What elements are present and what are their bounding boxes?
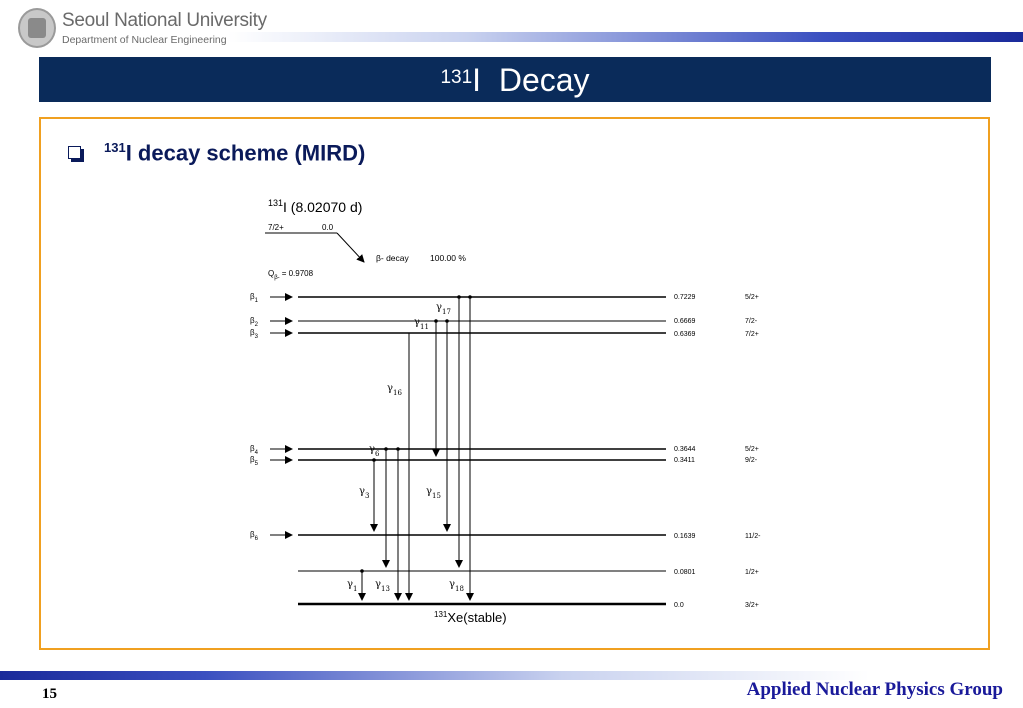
beta-label	[250, 530, 259, 542]
parent-energy: 0.0	[322, 223, 334, 232]
parent-name-halflife: I (8.02070 d)	[283, 199, 363, 215]
beta-label	[250, 292, 259, 304]
q-value-label	[268, 269, 314, 281]
transition-dot	[457, 295, 461, 299]
subtitle-mass-number: 131	[104, 140, 126, 155]
parent-nucleus-label	[268, 198, 362, 215]
page-number: 15	[42, 686, 57, 702]
level-labels	[674, 294, 761, 609]
parent-spin: 7/2+	[268, 223, 284, 232]
gamma-index: 6	[374, 450, 380, 458]
level-spin: 1/2+	[745, 569, 759, 576]
gamma-symbol: γ	[436, 302, 442, 313]
transition-dot	[372, 458, 376, 462]
beta-label	[250, 316, 259, 328]
beta-symbol: β	[250, 455, 255, 464]
beta-index: 4	[254, 450, 258, 456]
gamma-symbol: γ	[414, 317, 420, 328]
gamma-label	[426, 486, 441, 500]
gamma-symbol: γ	[426, 486, 432, 497]
level-spin: 9/2-	[745, 457, 758, 464]
level-energy: 0.7229	[674, 294, 696, 301]
logo-university-name: Seoul National University	[62, 10, 267, 31]
level-energy: 0.1639	[674, 533, 696, 540]
level-energy: 0.0801	[674, 569, 696, 576]
beta-label	[250, 455, 259, 467]
daughter-name: Xe(stable)	[447, 610, 507, 625]
beta-symbol: β	[250, 292, 255, 301]
gamma-symbol: γ	[347, 579, 353, 590]
gamma-index: 1	[352, 585, 358, 593]
gamma-label	[347, 579, 357, 593]
footer-group-name: Applied Nuclear Physics Group	[746, 679, 1003, 700]
level-spin: 5/2+	[745, 446, 759, 453]
level-spin: 7/2-	[745, 318, 758, 325]
gamma-symbol: γ	[359, 486, 365, 497]
beta-decay-arrow	[337, 233, 364, 262]
gamma-label	[449, 579, 464, 593]
level-energy: 0.6669	[674, 318, 696, 325]
gamma-label	[369, 444, 380, 458]
q-value: = 0.9708	[281, 269, 314, 278]
transition-dot	[468, 295, 472, 299]
decay-mode-label: β- decay	[376, 253, 409, 263]
gamma-index: 13	[380, 585, 390, 593]
title-text: I Decay	[472, 62, 590, 98]
parent-mass-number: 131	[268, 198, 284, 208]
gamma-index: 11	[419, 323, 429, 331]
q-symbol: Q	[268, 269, 275, 278]
beta-labels	[250, 292, 259, 542]
gamma-labels	[347, 302, 464, 593]
level-energy: 0.6369	[674, 331, 696, 338]
gamma-symbol: γ	[387, 383, 393, 394]
level-energy: 0.0	[674, 602, 684, 609]
gamma-label	[375, 579, 390, 593]
transition-dot	[384, 447, 388, 451]
beta-symbol: β	[250, 444, 255, 453]
gamma-label	[359, 486, 369, 500]
level-energy: 0.3411	[674, 457, 695, 464]
level-spin: 11/2-	[745, 533, 761, 540]
gamma-symbol: γ	[375, 579, 381, 590]
level-spin: 7/2+	[745, 331, 759, 338]
beta-index: 6	[254, 536, 258, 542]
beta-index: 5	[254, 461, 258, 467]
beta-symbol: β	[250, 328, 255, 337]
beta-index: 2	[254, 322, 258, 328]
daughter-mass-number: 131	[434, 610, 448, 619]
q-subscript: β-	[274, 275, 280, 281]
decay-branch-label: 100.00 %	[430, 253, 466, 263]
gamma-symbol: γ	[449, 579, 455, 590]
transition-dot	[434, 319, 438, 323]
title-mass-number: 131	[440, 67, 473, 88]
gamma-index: 17	[441, 308, 451, 316]
transition-dot	[360, 569, 364, 573]
level-spin: 5/2+	[745, 294, 759, 301]
gamma-label	[387, 383, 402, 397]
daughter-nucleus-label	[434, 610, 507, 625]
gamma-origin-dots	[360, 295, 472, 573]
gamma-label	[414, 317, 429, 331]
beta-symbol: β	[250, 316, 255, 325]
beta-index: 1	[254, 298, 258, 304]
level-spin: 3/2+	[745, 602, 759, 609]
energy-levels	[298, 297, 666, 604]
transition-dot	[445, 319, 449, 323]
gamma-index: 16	[392, 389, 402, 397]
gamma-symbol: γ	[369, 444, 375, 455]
gamma-index: 18	[454, 585, 464, 593]
subtitle-text: I decay scheme (MIRD)	[125, 140, 366, 166]
logo-department-name: Department of Nuclear Engineering	[62, 34, 227, 46]
gamma-index: 3	[364, 492, 370, 500]
beta-symbol: β	[250, 530, 255, 539]
gamma-index: 15	[431, 492, 441, 500]
beta-index: 3	[254, 334, 258, 340]
gamma-label	[436, 302, 451, 316]
level-energy: 0.3644	[674, 446, 696, 453]
transition-dot	[396, 447, 400, 451]
beta-label	[250, 328, 259, 340]
beta-feed-arrows	[270, 297, 292, 535]
